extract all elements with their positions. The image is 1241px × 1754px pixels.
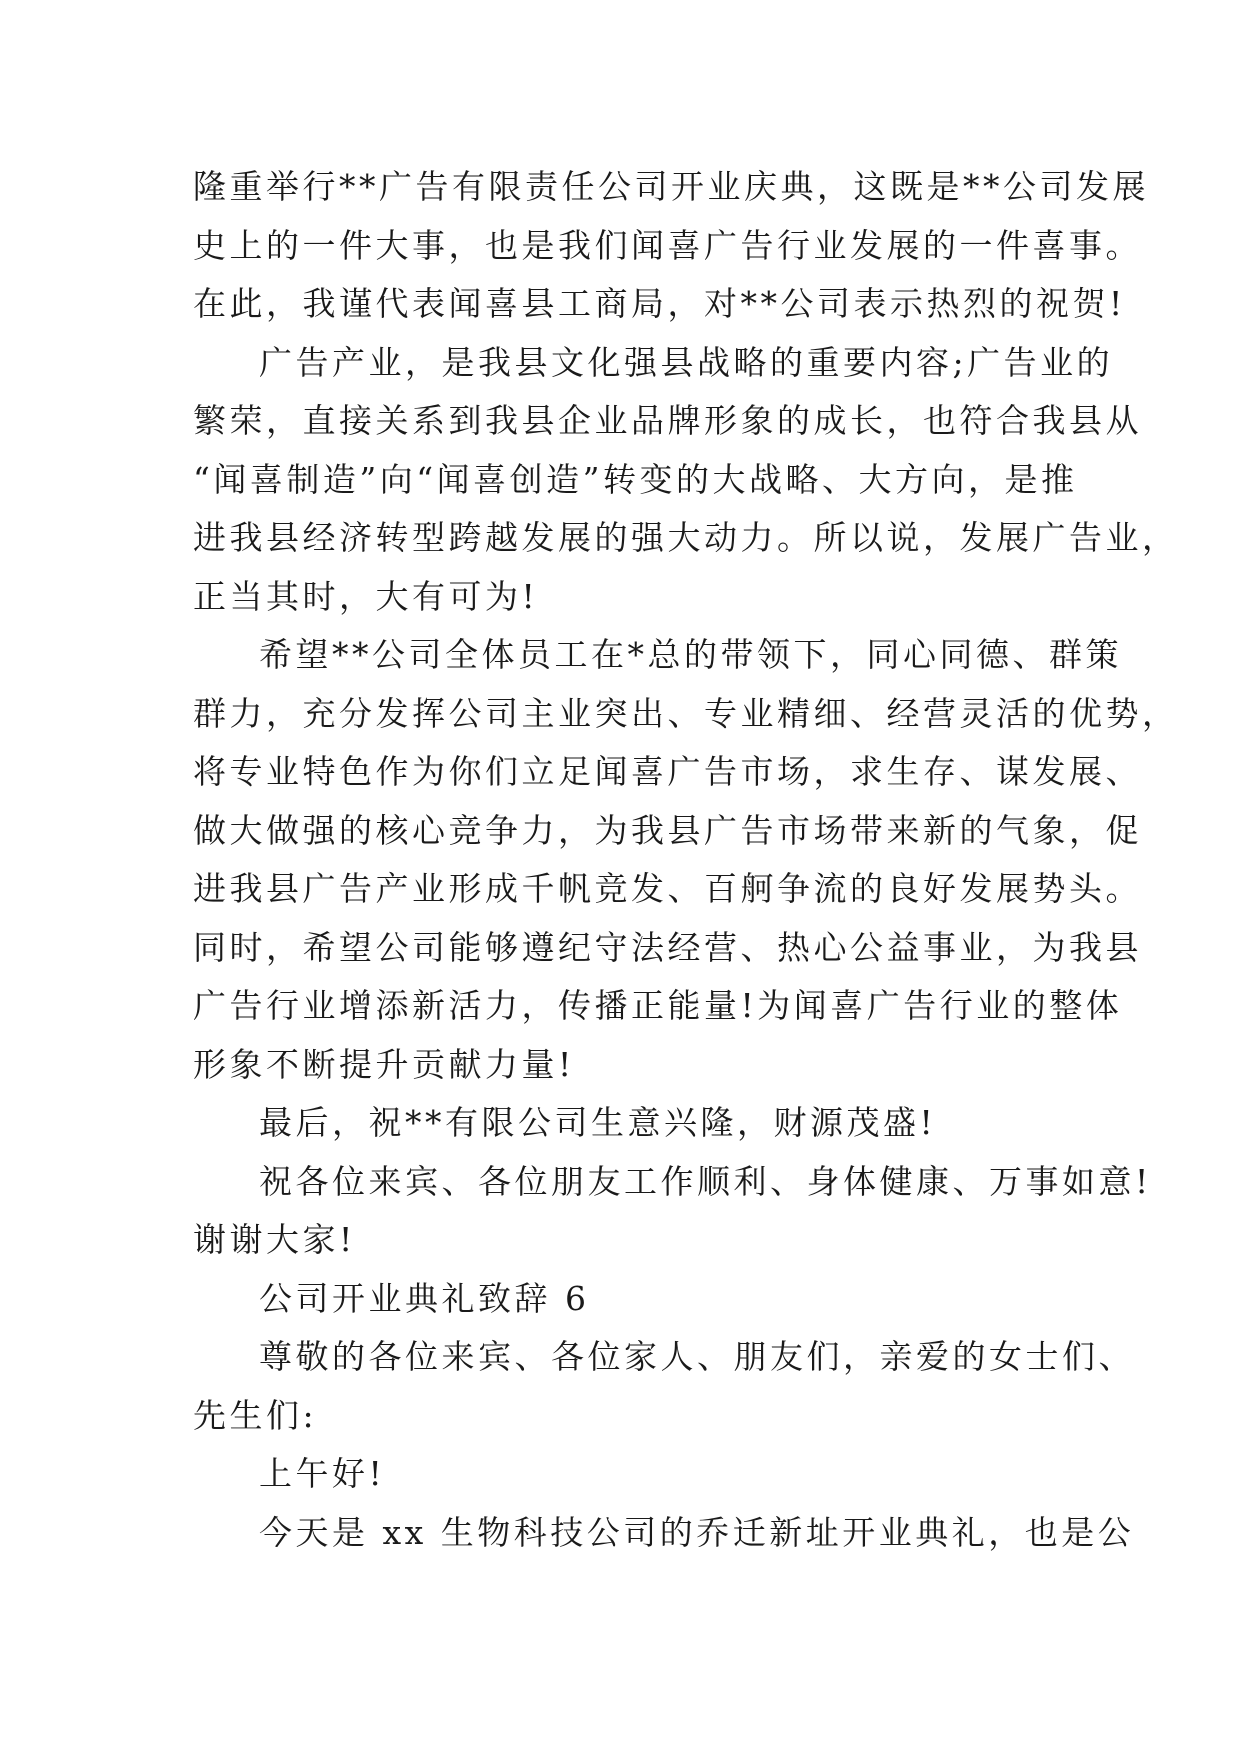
paragraph-start-line: 祝各位来宾、各位朋友工作顺利、身体健康、万事如意! [259, 1161, 1152, 1201]
text-line: 史上的一件大事，也是我们闻喜广告行业发展的一件喜事。 [193, 225, 1142, 265]
paragraph-start-line: 广告产业，是我县文化强县战略的重要内容;广告业的 [259, 342, 1114, 382]
text-line: 进我县广告产业形成千帆竞发、百舸争流的良好发展势头。 [193, 869, 1142, 908]
text-line: 谢谢大家! [193, 1220, 356, 1259]
text-line: 进我县经济转型跨越发展的强大动力。所以说，发展广告业， [193, 518, 1179, 557]
text-line: 在此，我谨代表闻喜县工商局，对**公司表示热烈的祝贺! [193, 284, 1126, 323]
text-line: 隆重举行**广告有限责任公司开业庆典，这既是**公司发展 [193, 167, 1149, 206]
text-line: 群力，充分发挥公司主业突出、专业精细、经营灵活的优势， [193, 693, 1179, 733]
paragraph-start-line: 最后，祝**有限公司生意兴隆，财源茂盛! [259, 1103, 937, 1142]
text-line: 将专业特色作为你们立足闻喜广告市场，求生存、谋发展、 [193, 752, 1142, 791]
text-line: “闻喜制造”向“闻喜创造”转变的大战略、大方向，是推 [193, 459, 1078, 499]
document-body [193, 158, 1179, 1562]
paragraph-start-line: 今天是 xx 生物科技公司的乔迁新址开业典礼，也是公 [259, 1512, 1135, 1552]
paragraph-start-line: 希望**公司全体员工在*总的带领下，同心同德、群策 [259, 635, 1122, 674]
text-line: 做大做强的核心竞争力，为我县广告市场带来新的气象，促 [193, 810, 1142, 850]
text-line: 先生们: [193, 1395, 318, 1435]
text-line: 广告行业增添新活力，传播正能量!为闻喜广告行业的整体 [193, 986, 1123, 1025]
text-line: 正当其时，大有可为! [193, 576, 539, 616]
paragraph-start-line: 尊敬的各位来宾、各位家人、朋友们，亲爱的女士们、 [259, 1337, 1135, 1376]
text-line: 形象不断提升贡献力量! [193, 1044, 575, 1084]
text-line: 同时，希望公司能够遵纪守法经营、热心公益事业，为我县 [193, 927, 1142, 967]
section-heading: 公司开业典礼致辞 6 [259, 1278, 590, 1318]
text-line: 繁荣，直接关系到我县企业品牌形象的成长，也符合我县从 [193, 401, 1142, 440]
paragraph-start-line: 上午好! [259, 1454, 386, 1493]
